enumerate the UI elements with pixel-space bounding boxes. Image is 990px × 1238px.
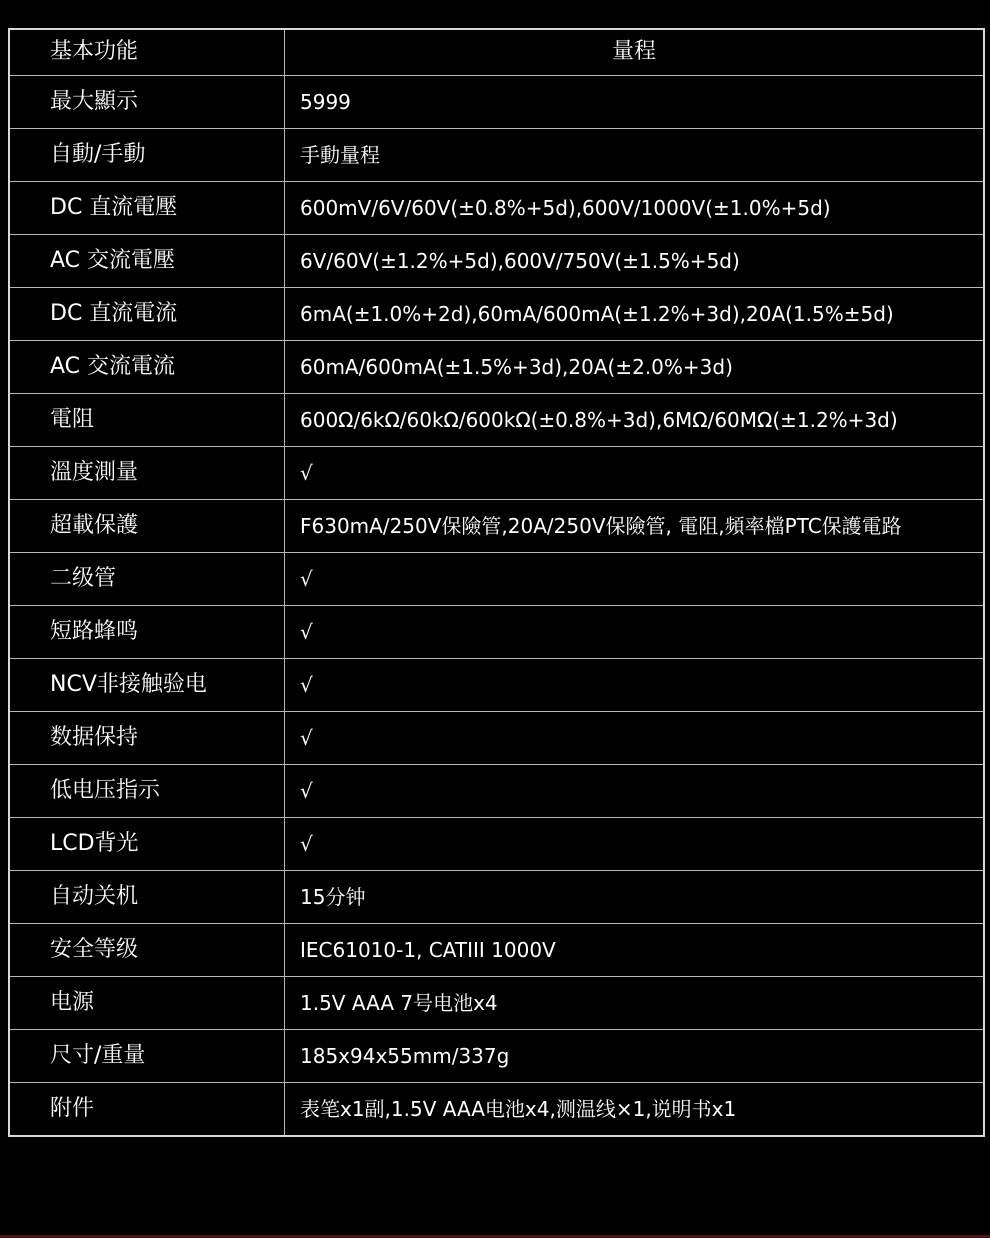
table-row — [9, 765, 984, 818]
row-label: 最大顯示 — [9, 76, 285, 129]
row-label: 数据保持 — [9, 712, 285, 765]
row-label: 电源 — [9, 977, 285, 1030]
table-row — [9, 924, 984, 977]
row-value: 5999 — [285, 76, 985, 129]
row-label: AC 交流電壓 — [9, 235, 285, 288]
row-label: NCV非接触验电 — [9, 659, 285, 712]
row-label: 低电压指示 — [9, 765, 285, 818]
row-value: 15分钟 — [285, 871, 985, 924]
table-row — [9, 129, 984, 182]
row-label: LCD背光 — [9, 818, 285, 871]
row-value: 手動量程 — [285, 129, 985, 182]
table-row — [9, 977, 984, 1030]
table-row — [9, 500, 984, 553]
row-value: √ — [285, 553, 985, 606]
table-row — [9, 606, 984, 659]
row-value: √ — [285, 447, 985, 500]
table-row — [9, 341, 984, 394]
row-label: AC 交流電流 — [9, 341, 285, 394]
table-row — [9, 288, 984, 341]
table-header-row — [9, 29, 984, 76]
row-value: √ — [285, 712, 985, 765]
table-row — [9, 76, 984, 129]
table-row — [9, 182, 984, 235]
row-label: 安全等级 — [9, 924, 285, 977]
table-row — [9, 871, 984, 924]
table-row — [9, 553, 984, 606]
row-label: 自动关机 — [9, 871, 285, 924]
row-value: 60mA/600mA(±1.5%+3d),20A(±2.0%+3d) — [285, 341, 985, 394]
row-value: 600mV/6V/60V(±0.8%+5d),600V/1000V(±1.0%+5d) — [285, 182, 985, 235]
header-range: 量程 — [285, 29, 985, 76]
row-value: 6V/60V(±1.2%+5d),600V/750V(±1.5%+5d) — [285, 235, 985, 288]
row-label: 短路蜂鸣 — [9, 606, 285, 659]
row-value: 600Ω/6kΩ/60kΩ/600kΩ(±0.8%+3d),6MΩ/60MΩ(±1.2%+3d) — [285, 394, 985, 447]
row-label: 二级管 — [9, 553, 285, 606]
row-value: 表笔x1副,1.5V AAA电池x4,测温线×1,说明书x1 — [285, 1083, 985, 1137]
row-label: DC 直流電壓 — [9, 182, 285, 235]
spec-table — [8, 28, 985, 1137]
table-row — [9, 235, 984, 288]
row-label: 自動/手動 — [9, 129, 285, 182]
row-value: √ — [285, 659, 985, 712]
row-value: 185x94x55mm/337g — [285, 1030, 985, 1083]
row-label: 超載保護 — [9, 500, 285, 553]
table-row — [9, 447, 984, 500]
table-row — [9, 1083, 984, 1137]
row-label: 附件 — [9, 1083, 285, 1137]
row-value: 1.5V AAA 7号电池x4 — [285, 977, 985, 1030]
row-label: DC 直流電流 — [9, 288, 285, 341]
row-value: √ — [285, 606, 985, 659]
row-value: F630mA/250V保險管,20A/250V保險管, 電阻,頻率檔PTC保護電路 — [285, 500, 985, 553]
row-label: 溫度測量 — [9, 447, 285, 500]
row-label: 電阻 — [9, 394, 285, 447]
table-row — [9, 1030, 984, 1083]
table-row — [9, 712, 984, 765]
row-value: 6mA(±1.0%+2d),60mA/600mA(±1.2%+3d),20A(1.5%±5d) — [285, 288, 985, 341]
row-value: √ — [285, 765, 985, 818]
row-value: IEC61010-1, CATIII 1000V — [285, 924, 985, 977]
header-feature: 基本功能 — [9, 29, 285, 76]
table-row — [9, 659, 984, 712]
row-label: 尺寸/重量 — [9, 1030, 285, 1083]
row-value: √ — [285, 818, 985, 871]
table-row — [9, 818, 984, 871]
table-row — [9, 394, 984, 447]
